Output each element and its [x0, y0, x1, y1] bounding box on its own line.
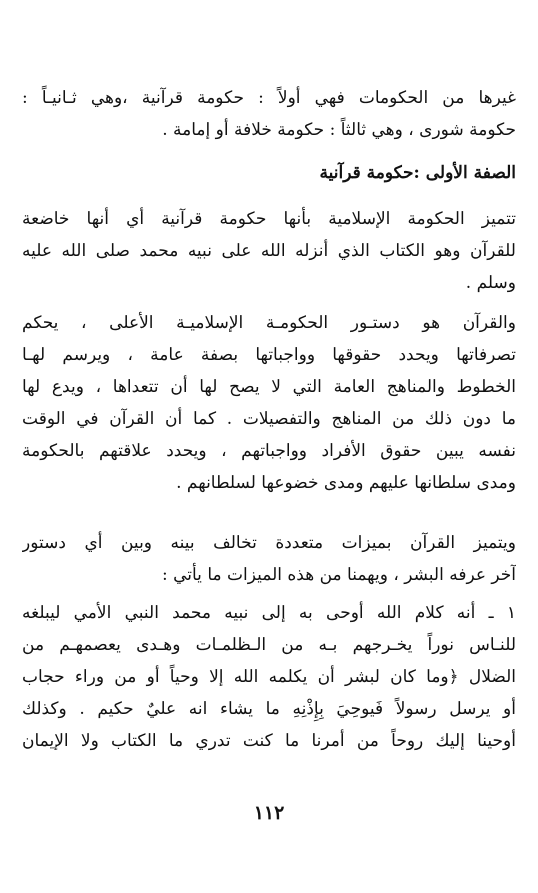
text-line: آخر عرفه البشر ، ويهمنا من هذه الميزات ما يأتي : [161, 565, 516, 585]
text-line: حكومة شورى ، وهي ثالثاً : حكومة خلافة أو إمامة . [162, 120, 516, 140]
text-line: الخطوط والمناهج العامة التي لا يصح لها أن تتعداها ، ويدع لها [22, 377, 516, 397]
text-line: ومدى سلطانها عليهم ومدى خضوعها لسلطانهم . [176, 473, 516, 493]
section-heading: الصفة الأولى :حكومة قرآنية [319, 163, 516, 183]
text-line: أو يرسل رسولاً فَيوحِيَ بِإِذْنِهِ ما يشاء انه عليٌ حكيم . وكذلك [22, 699, 516, 719]
text-line: للقرآن وهو الكتاب الذي أنزله الله على نبيه محمد صلى الله عليه [22, 241, 516, 261]
text-line: تصرفاتها ويحدد حقوقها وواجباتها بصفة عامة ، ويرسم لهـا [22, 345, 516, 365]
text-line: الضلال ﴿وما كان لبشر أن يكلمه الله إلا وحياً أو من وراء حجاب [22, 667, 516, 687]
text-line: غيرها من الحكومات فهي أولاً : حكومة قرآنية ،وهي ثـانيـاً : [22, 88, 516, 108]
text-line: وسلم . [465, 273, 516, 293]
text-line: تتميز الحكومة الإسلامية بأنها حكومة قرآنية أي أنها خاضعة [22, 209, 516, 229]
text-line: ١ ـ أنه كلام الله أوحى به إلى نبيه محمد النبي الأمي ليبلغه [22, 603, 516, 623]
text-line: ما دون ذلك من المناهج والتفصيلات . كما أن القرآن في الوقت [22, 409, 516, 429]
text-line: والقرآن هو دستـور الحكومـة الإسلاميـة الأعلى ، يحكم [22, 313, 516, 333]
text-line: نفسه يبين حقوق الأفراد وواجباتهم ، ويحدد علاقتهم بالحكومة [22, 441, 516, 461]
text-line: للنـاس نوراً يخـرجهم بـه من الـظلمـات وهـدى يعصمهـم من [22, 635, 516, 655]
page-number: ١١٢ [253, 802, 285, 824]
text-line: ويتميز القرآن بميزات متعددة تخالف بينه وبين أي دستور [22, 533, 516, 553]
text-line: أوحينا إليك روحاً من أمرنا ما كنت تدري ما الكتاب ولا الإيمان [22, 731, 516, 751]
